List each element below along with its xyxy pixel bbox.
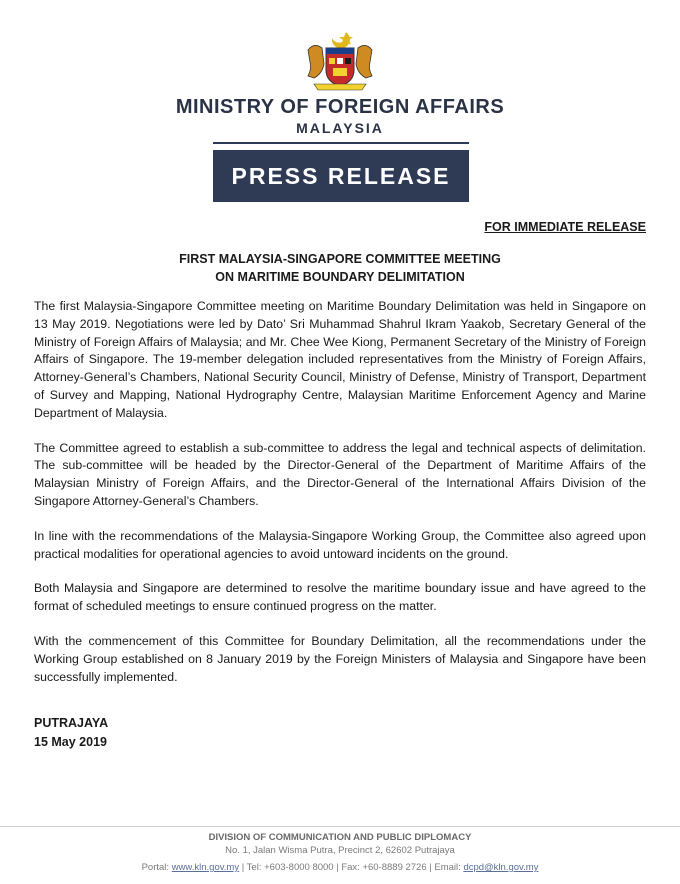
body-paragraph: The first Malaysia-Singapore Committee meeting on Maritime Boundary Delimitation was held in Singapore on 13 May 2019. Negotiations were led by Dato’ Sri Muhammad Shahrul Ikram Yaakob, Secretary General of the Ministry of Foreign Affairs of Malaysia; and Mr. Chee Wee Kiong, Permanent Secretary of the Ministry of Foreign Affairs of Singapore. The 19-member delegation included representatives from the Ministry of Foreign Affairs, Attorney-General’s Chambers, National Security Council, Ministry of Defense, Ministry of Transport, Department of Survey and Mapping, National Hydrography Centre, Malaysian Maritime Enforcement Agency and Marine Department of Malaysia. bbox=[34, 299, 646, 420]
email-label: | Email: bbox=[429, 862, 461, 873]
malaysia-coat-of-arms-icon bbox=[296, 28, 384, 94]
footer-divider bbox=[0, 826, 680, 827]
footer-contact bbox=[0, 862, 680, 873]
portal-link[interactable]: www.kln.gov.my bbox=[171, 862, 240, 873]
release-title-line-1: FIRST MALAYSIA-SINGAPORE COMMITTEE MEETING bbox=[179, 252, 501, 266]
body-paragraph: Both Malaysia and Singapore are determined to resolve the maritime boundary issue and have agreed to the format of scheduled meetings to ensure continued progress on the matter. bbox=[34, 581, 646, 614]
release-place: PUTRAJAYA bbox=[34, 716, 109, 730]
press-release-banner: PRESS RELEASE bbox=[213, 150, 469, 202]
release-title bbox=[0, 250, 680, 286]
footer-division: DIVISION OF COMMUNICATION AND PUBLIC DIPLOMACY bbox=[208, 832, 472, 843]
country-name: MALAYSIA bbox=[296, 120, 384, 136]
footer-tel: | Tel: +603-8000 8000 bbox=[241, 862, 334, 873]
body-paragraph: In line with the recommendations of the Malaysia-Singapore Working Group, the Committee also agreed upon practical modalities for operational agencies to avoid untoward incidents on the ground. bbox=[34, 528, 646, 561]
body-paragraph: The Committee agreed to establish a sub-committee to address the legal and technical aspects of delimitation. The sub-committee will be headed by the Director-General of the Department of Maritime Affairs of the Malaysian Ministry of Foreign Affairs, and the Director-General of the International Affairs Division of the Singapore Attorney-General’s Chambers. bbox=[34, 440, 646, 508]
release-title-line-2: ON MARITIME BOUNDARY DELIMITATION bbox=[215, 270, 465, 284]
release-date: 15 May 2019 bbox=[34, 735, 107, 749]
ministry-name: MINISTRY OF FOREIGN AFFAIRS bbox=[175, 96, 505, 118]
body-paragraph: With the commencement of this Committee for Boundary Delimitation, all the recommendations under the Working Group established on 8 January 2019 by the Foreign Ministers of Malaysia and Singapore have been successfully implemented. bbox=[34, 633, 646, 684]
footer-fax: | Fax: +60-8889 2726 bbox=[336, 862, 427, 873]
email-link[interactable]: dcpd@kln.gov.my bbox=[463, 862, 539, 873]
footer-address: No. 1, Jalan Wisma Putra, Precinct 2, 62602 Putrajaya bbox=[225, 845, 455, 856]
immediate-release-label: FOR IMMEDIATE RELEASE bbox=[484, 220, 646, 234]
release-body bbox=[34, 298, 646, 703]
portal-label: Portal: bbox=[141, 862, 170, 873]
header-divider bbox=[213, 142, 469, 144]
